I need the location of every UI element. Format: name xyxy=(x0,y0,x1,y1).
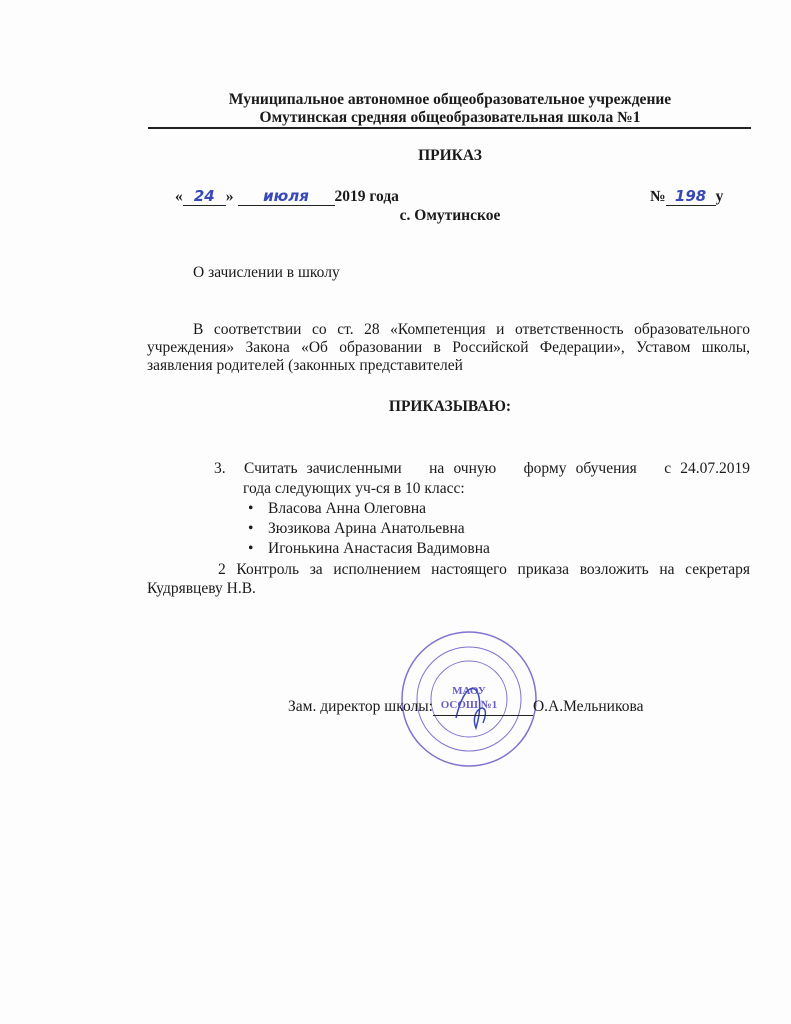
preamble-line: учреждения» Закона «Об образовании в Российской Федерации», Уставом школы, xyxy=(147,339,750,356)
org-name-line2: Омутинская средняя общеобразовательная школа №1 xyxy=(259,109,641,126)
student-item xyxy=(248,540,490,558)
order-number xyxy=(650,187,723,206)
number-sign: № xyxy=(650,188,666,205)
quote-open: « xyxy=(175,188,183,205)
signature-block xyxy=(288,698,643,716)
bullet-icon: • xyxy=(248,500,254,517)
bullet-icon: • xyxy=(248,520,254,537)
number-suffix: у xyxy=(715,188,724,205)
preamble-line: В соответствии со ст. 28 «Компетенция и ответственность образовательного xyxy=(193,321,750,338)
item2-text: 2 Контроль за исполнением настоящего приказа возложить на секретаря xyxy=(218,561,750,578)
date-day: 24 xyxy=(183,187,226,206)
org-name-line1: Муниципальное автономное общеобразовательное учреждение xyxy=(228,91,672,108)
header-rule xyxy=(148,127,751,129)
preamble-line: заявления родителей (законных представителей xyxy=(147,357,463,374)
item-number: 3. xyxy=(214,460,226,477)
student-name: Власова Анна Олеговна xyxy=(268,500,427,517)
item-text: года следующих уч-ся в 10 класс: xyxy=(243,480,465,497)
quote-close: » xyxy=(225,188,234,205)
item2-text: Кудрявцеву Н.В. xyxy=(147,580,256,597)
signature-line xyxy=(433,701,533,716)
date-year: 2019 года xyxy=(334,188,399,205)
student-name: Игонькина Анастасия Вадимовна xyxy=(268,540,490,557)
signer-position: Зам. директор школы: xyxy=(288,698,433,715)
order-date xyxy=(175,187,399,206)
svg-text:ОСОШ №1: ОСОШ №1 xyxy=(440,699,498,711)
place: с. Омутинское xyxy=(399,207,501,224)
signer-name: О.А.Мельникова xyxy=(532,698,644,715)
order-heading: ПРИКАЗЫВАЮ: xyxy=(388,398,512,415)
student-item xyxy=(248,500,427,518)
date-month: июля xyxy=(238,187,335,206)
number-value: 198 xyxy=(666,187,716,206)
doc-title: ПРИКАЗ xyxy=(418,147,482,164)
subject: О зачислении в школу xyxy=(193,264,340,281)
student-name: Зюзикова Арина Анатольевна xyxy=(268,520,465,537)
svg-text:МАОУ: МАОУ xyxy=(452,685,486,697)
item-text: Считать зачисленными на очную форму обучения с 24.07.2019 xyxy=(244,460,750,477)
student-item xyxy=(248,520,465,538)
bullet-icon: • xyxy=(248,540,254,557)
